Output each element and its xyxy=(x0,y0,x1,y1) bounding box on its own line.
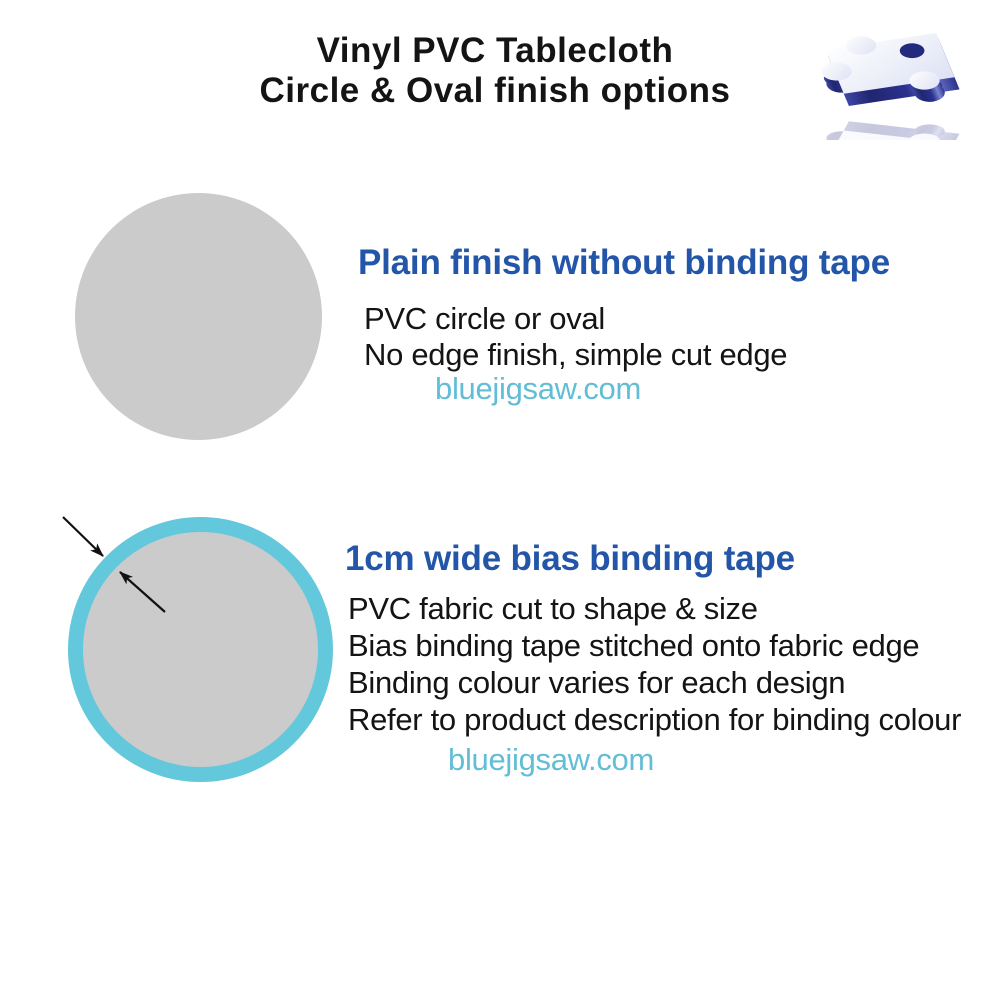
body-line: No edge finish, simple cut edge xyxy=(364,337,788,372)
section-2-body xyxy=(348,590,961,738)
section-2-heading: 1cm wide bias binding tape xyxy=(345,539,795,578)
section-1-heading: Plain finish without binding tape xyxy=(358,243,890,282)
page-title-line-2: Circle & Oval finish options xyxy=(259,71,731,110)
body-line: Refer to product description for binding colour xyxy=(348,702,962,737)
section-1-body xyxy=(364,301,787,373)
jigsaw-logo-reflection xyxy=(809,114,962,140)
jigsaw-logo-icon xyxy=(790,20,980,140)
body-line: Bias binding tape stitched onto fabric edge xyxy=(348,628,920,663)
page-title-line-1: Vinyl PVC Tablecloth xyxy=(316,31,674,70)
plain-tablecloth-swatch xyxy=(75,193,322,440)
arrow-inner-edge xyxy=(120,572,165,612)
arrow-outer-edge xyxy=(63,517,103,556)
website-text: bluejigsaw.com xyxy=(448,742,655,777)
website-text: bluejigsaw.com xyxy=(435,371,642,406)
binding-width-arrows-icon xyxy=(50,505,180,625)
body-line: Binding colour varies for each design xyxy=(348,665,846,700)
body-line: PVC fabric cut to shape & size xyxy=(348,591,758,626)
body-line: PVC circle or oval xyxy=(364,301,605,336)
